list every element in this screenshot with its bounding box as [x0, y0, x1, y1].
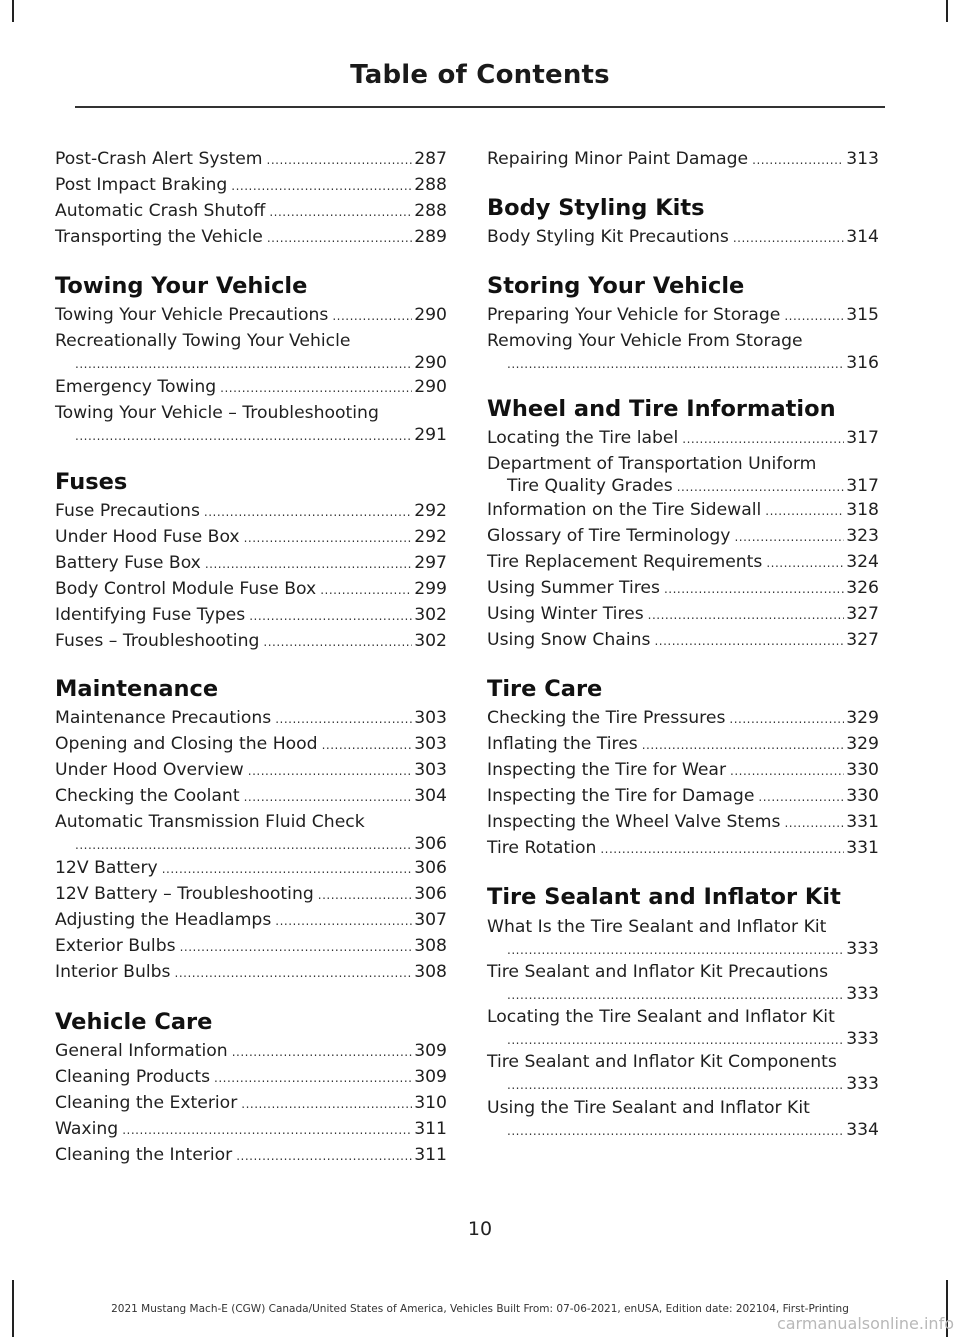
page-ref: 314 — [846, 227, 879, 247]
page-ref: 290 — [414, 305, 447, 325]
toc-entry[interactable]: What Is the Tire Sealant and Inflator Kit ..... 333 — [487, 916, 879, 961]
toc-entry[interactable]: Using the Tire Sealant and Inflator Kit ..... 334 — [487, 1097, 879, 1142]
page-ref: 288 — [414, 201, 447, 221]
page-ref: 291 — [414, 425, 447, 445]
toc-entry[interactable]: Exterior Bulbs ..... 308 — [55, 935, 447, 958]
page-ref: 311 — [414, 1119, 447, 1139]
toc-entry[interactable]: Waxing ..... 311 — [55, 1118, 447, 1141]
page-ref: 289 — [414, 227, 447, 247]
toc-entry[interactable]: Checking the Tire Pressures ..... 329 — [487, 707, 879, 730]
toc-entry[interactable]: Cleaning the Exterior ..... 310 — [55, 1092, 447, 1115]
page-ref: 290 — [414, 377, 447, 397]
page-ref: 303 — [414, 734, 447, 754]
toc-entry[interactable]: Repairing Minor Paint Damage ..... 313 — [487, 148, 879, 171]
section-heading: Wheel and Tire Information — [487, 396, 836, 422]
toc-entry[interactable]: Glossary of Tire Terminology ..... 323 — [487, 525, 879, 548]
page-ref: 318 — [846, 500, 879, 520]
page-ref: 330 — [846, 760, 879, 780]
page-ref: 307 — [414, 910, 447, 930]
toc-entry[interactable]: 12V Battery – Troubleshooting ..... 306 — [55, 883, 447, 906]
toc-entry[interactable]: Using Snow Chains ..... 327 — [487, 629, 879, 652]
section-heading: Vehicle Care — [55, 1009, 213, 1035]
page-ref: 331 — [846, 812, 879, 832]
toc-entry[interactable]: Using Summer Tires ..... 326 — [487, 577, 879, 600]
toc-entry[interactable]: Department of Transportation Uniform Tire Quality Grades ..... 317 — [487, 453, 879, 498]
page-ref: 317 — [846, 428, 879, 448]
toc-entry[interactable]: Tire Rotation ..... 331 — [487, 837, 879, 860]
header — [0, 60, 960, 90]
toc-entry[interactable]: Battery Fuse Box ..... 297 — [55, 552, 447, 575]
page-ref: 299 — [414, 579, 447, 599]
page-ref: 313 — [846, 149, 879, 169]
page-ref: 329 — [846, 708, 879, 728]
toc-entry[interactable]: Post Impact Braking ..... 288 — [55, 174, 447, 197]
toc-entry[interactable]: Tire Sealant and Inflator Kit Precautions ..... 333 — [487, 961, 879, 1006]
toc-entry[interactable]: Interior Bulbs ..... 308 — [55, 961, 447, 984]
page-ref: 329 — [846, 734, 879, 754]
page-ref: 304 — [414, 786, 447, 806]
toc-entry[interactable]: Automatic Crash Shutoff ..... 288 — [55, 200, 447, 223]
toc-entry[interactable]: Removing Your Vehicle From Storage ..... 316 — [487, 330, 879, 375]
page-ref: 310 — [414, 1093, 447, 1113]
toc-entry[interactable]: Inflating the Tires ..... 329 — [487, 733, 879, 756]
toc-entry[interactable]: Cleaning the Interior ..... 311 — [55, 1144, 447, 1167]
page-ref: 292 — [414, 527, 447, 547]
section-heading: Body Styling Kits — [487, 195, 705, 221]
crop-mark — [12, 0, 14, 22]
page-ref: 303 — [414, 708, 447, 728]
page-ref: 306 — [414, 884, 447, 904]
page-ref: 333 — [846, 939, 879, 959]
page-ref: 297 — [414, 553, 447, 573]
page-ref: 303 — [414, 760, 447, 780]
toc-entry[interactable]: Inspecting the Tire for Wear ..... 330 — [487, 759, 879, 782]
page-ref: 327 — [846, 604, 879, 624]
page-title: Table of Contents — [350, 60, 610, 90]
page-ref: 292 — [414, 501, 447, 521]
page-ref: 302 — [414, 605, 447, 625]
toc-entry[interactable]: Tire Replacement Requirements ..... 324 — [487, 551, 879, 574]
page-ref: 309 — [414, 1041, 447, 1061]
page-ref: 302 — [414, 631, 447, 651]
page-ref: 308 — [414, 936, 447, 956]
toc-entry[interactable]: Locating the Tire Sealant and Inflator Kit ..... 333 — [487, 1006, 879, 1051]
toc-entry[interactable]: Post-Crash Alert System ..... 287 — [55, 148, 447, 171]
page-ref: 330 — [846, 786, 879, 806]
watermark: carmanualsonline.info — [776, 1314, 954, 1333]
toc-entry[interactable]: Information on the Tire Sidewall ..... 318 — [487, 499, 879, 522]
toc-entry[interactable]: Checking the Coolant ..... 304 — [55, 785, 447, 808]
toc-entry[interactable]: 12V Battery ..... 306 — [55, 857, 447, 880]
toc-entry[interactable]: Identifying Fuse Types ..... 302 — [55, 604, 447, 627]
toc-entry[interactable]: Recreationally Towing Your Vehicle ..... 290 — [55, 330, 447, 375]
page-ref: 326 — [846, 578, 879, 598]
page-ref: 311 — [414, 1145, 447, 1165]
section-heading: Tire Sealant and Inflator Kit — [487, 884, 841, 910]
page-ref: 323 — [846, 526, 879, 546]
page-ref: 306 — [414, 834, 447, 854]
page-ref: 288 — [414, 175, 447, 195]
toc-entry[interactable]: Locating the Tire label ..... 317 — [487, 427, 879, 450]
page-ref: 306 — [414, 858, 447, 878]
page-ref: 317 — [846, 476, 879, 496]
page-number: 10 — [467, 1218, 493, 1240]
page-ref: 290 — [414, 353, 447, 373]
toc-entry[interactable]: Emergency Towing ..... 290 — [55, 376, 447, 399]
toc-entry[interactable]: Transporting the Vehicle ..... 289 — [55, 226, 447, 249]
footer-edition-info: 2021 Mustang Mach-E (CGW) Canada/United States of America, Vehicles Built From: 07-06-2021, enUSA, Edition date: 202104, First-Printing — [111, 1303, 849, 1315]
page-ref: 333 — [846, 984, 879, 1004]
page-ref: 331 — [846, 838, 879, 858]
toc-entry[interactable]: Adjusting the Headlamps ..... 307 — [55, 909, 447, 932]
page-ref: 334 — [846, 1120, 879, 1140]
toc-entry[interactable]: Opening and Closing the Hood ..... 303 — [55, 733, 447, 756]
header-divider — [75, 106, 885, 108]
page-ref: 315 — [846, 305, 879, 325]
toc-entry[interactable]: General Information ..... 309 — [55, 1040, 447, 1063]
toc-entry[interactable]: Maintenance Precautions ..... 303 — [55, 707, 447, 730]
toc-entry[interactable]: Tire Sealant and Inflator Kit Components ..... 333 — [487, 1051, 879, 1096]
toc-entry[interactable]: Under Hood Overview ..... 303 — [55, 759, 447, 782]
page-ref: 324 — [846, 552, 879, 572]
toc-entry[interactable]: Inspecting the Wheel Valve Stems ..... 331 — [487, 811, 879, 834]
toc-entry[interactable]: Cleaning Products ..... 309 — [55, 1066, 447, 1089]
toc-entry[interactable]: Body Styling Kit Precautions ..... 314 — [487, 226, 879, 249]
toc-entry[interactable]: Automatic Transmission Fluid Check ..... 306 — [55, 811, 447, 856]
page-ref: 327 — [846, 630, 879, 650]
toc-entry[interactable]: Using Winter Tires ..... 327 — [487, 603, 879, 626]
section-heading: Maintenance — [55, 676, 219, 702]
page-ref: 287 — [414, 149, 447, 169]
toc-entry[interactable]: Body Control Module Fuse Box ..... 299 — [55, 578, 447, 601]
section-heading: Storing Your Vehicle — [487, 273, 745, 299]
section-heading: Fuses — [55, 469, 128, 495]
page-ref: 333 — [846, 1029, 879, 1049]
toc-entry[interactable]: Fuses – Troubleshooting ..... 302 — [55, 630, 447, 653]
page-ref: 333 — [846, 1074, 879, 1094]
crop-mark — [946, 0, 948, 22]
toc-entry[interactable]: Towing Your Vehicle – Troubleshooting ..... 291 — [55, 402, 447, 447]
page-ref: 316 — [846, 353, 879, 373]
toc-entry[interactable]: Fuse Precautions ..... 292 — [55, 500, 447, 523]
toc-entry[interactable]: Under Hood Fuse Box ..... 292 — [55, 526, 447, 549]
section-heading: Towing Your Vehicle — [55, 273, 308, 299]
toc-entry[interactable]: Towing Your Vehicle Precautions ..... 290 — [55, 304, 447, 327]
toc-entry[interactable]: Preparing Your Vehicle for Storage ..... 315 — [487, 304, 879, 327]
page-ref: 309 — [414, 1067, 447, 1087]
page-ref: 308 — [414, 962, 447, 982]
toc-entry[interactable]: Inspecting the Tire for Damage ..... 330 — [487, 785, 879, 808]
section-heading: Tire Care — [487, 676, 603, 702]
